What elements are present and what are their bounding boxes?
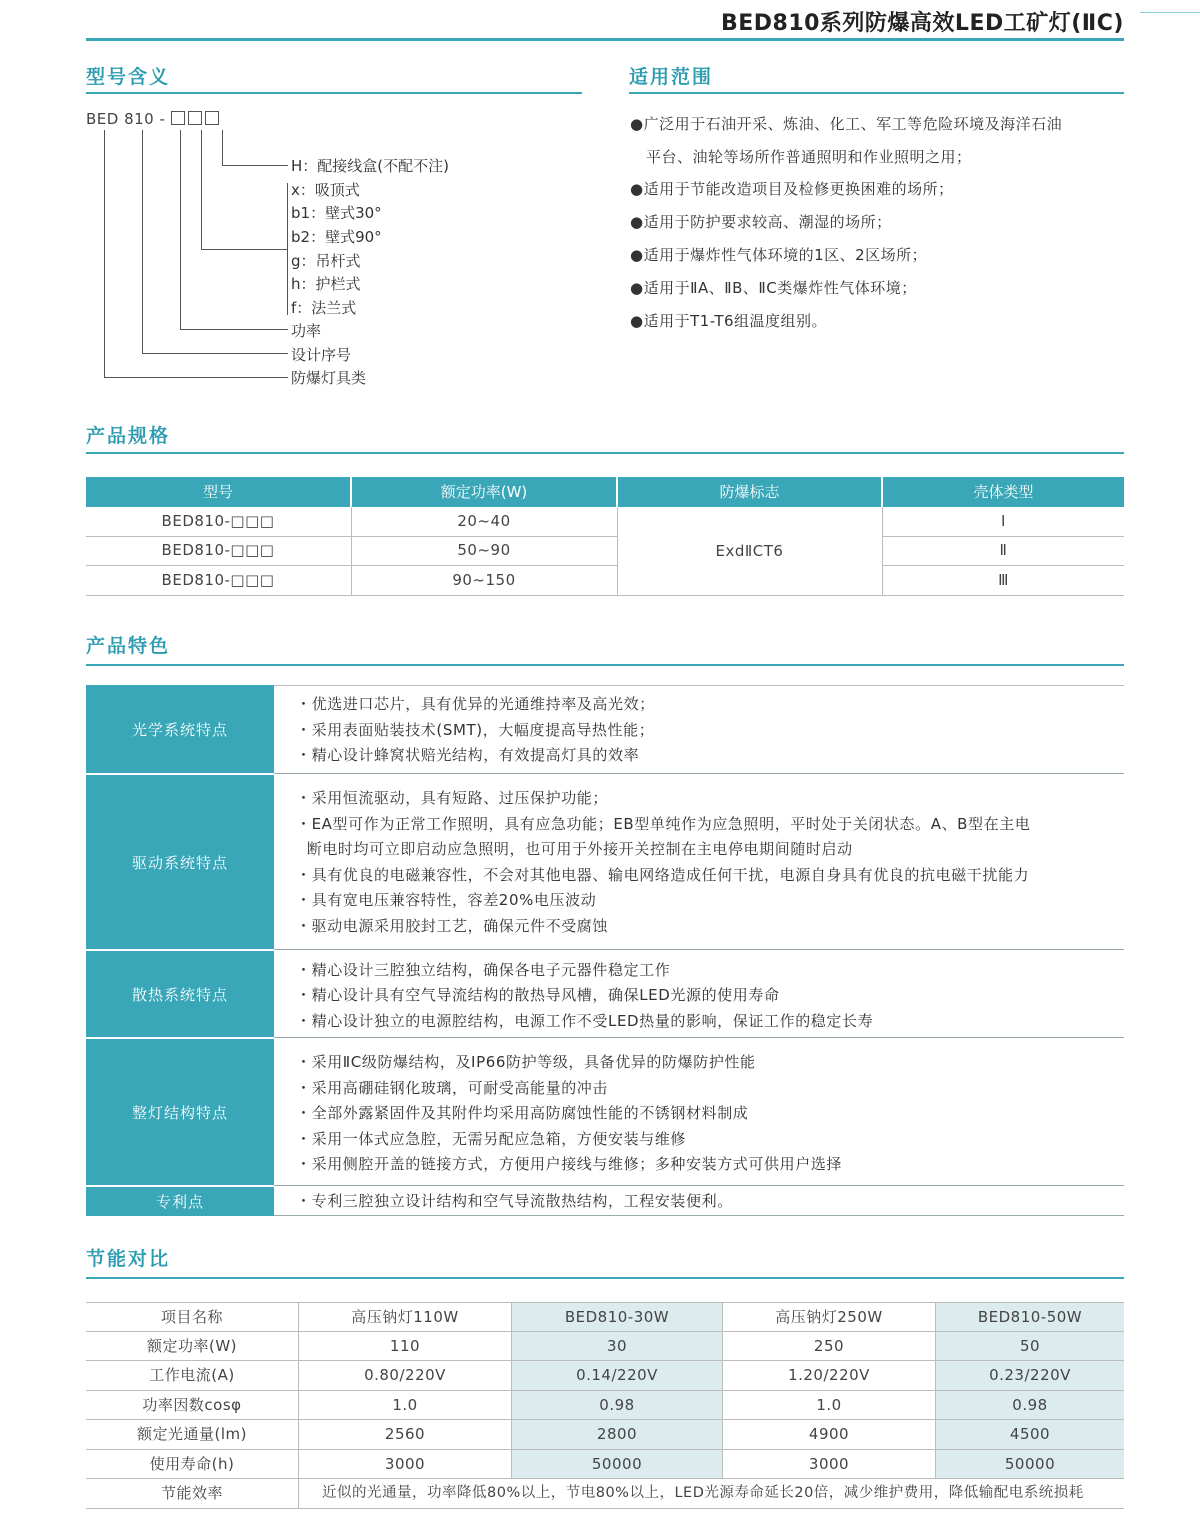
feature-line: ・专利三腔独立设计结构和空气导流散热结构，工程安装便利。 xyxy=(296,1192,733,1210)
feature-line: ・精心设计蜂窝状赔光结构，有效提高灯具的效率 xyxy=(296,746,640,764)
label-ex-class: 防爆灯具类 xyxy=(291,369,367,387)
scope-heading: 适用范围 xyxy=(629,66,714,88)
table-cell: 250 xyxy=(813,1337,845,1355)
feature-line: ・具有优良的电磁兼容性，不会对其他电器、输电网络造成任何干扰，电源自身具有优良的抗电磁干扰能力 xyxy=(296,866,1030,884)
table-cell: 50000 xyxy=(1004,1455,1056,1473)
label-ceiling: x：吸顶式 xyxy=(291,181,360,199)
label-guard: h：护栏式 xyxy=(291,275,361,293)
placeholder-box xyxy=(171,111,185,125)
table-cell: 0.14/220V xyxy=(576,1366,658,1384)
label-design-serial: 设计序号 xyxy=(291,346,352,364)
feature-group-driver: 驱动系统特点 xyxy=(86,775,274,949)
table-cell: 工作电流(A) xyxy=(149,1366,235,1384)
features-heading: 产品特色 xyxy=(86,635,171,657)
comparison-rule xyxy=(86,1277,1124,1279)
efficiency-label: 节能效率 xyxy=(160,1484,223,1502)
table-cell: 额定光通量(lm) xyxy=(137,1425,247,1443)
scope-item: ●广泛用于石油开采、炼油、化工、军工等危险环境及海洋石油 xyxy=(630,115,1063,133)
model-code xyxy=(86,110,222,128)
table-cell: 1.0 xyxy=(392,1396,418,1414)
spec-col-model: 型号 xyxy=(86,477,350,507)
table-cell: 0.98 xyxy=(599,1396,635,1414)
feature-line: ・精心设计独立的电源腔结构，电源工作不受LED热量的影响，保证工作的稳定长寿 xyxy=(296,1012,874,1030)
label-pendant: g：吊杆式 xyxy=(291,252,361,270)
scope-item: ●适用于节能改造项目及检修更换困难的场所； xyxy=(630,180,954,198)
table-cell: 4900 xyxy=(808,1425,850,1443)
corner-decoration xyxy=(1140,12,1200,13)
scope-item: ●适用于T1-T6组温度组别。 xyxy=(630,312,828,330)
table-cell: 50000 xyxy=(591,1455,643,1473)
feature-line: ・精心设计具有空气导流结构的散热导风槽，确保LED光源的使用寿命 xyxy=(296,986,780,1004)
feature-line: ・采用侧腔开盖的链接方式，方便用户接线与维修；多种安装方式可供用户选择 xyxy=(296,1155,843,1173)
cmp-col-hps250: 高压钠灯250W xyxy=(775,1308,883,1326)
table-cell: Ⅲ xyxy=(998,571,1009,589)
table-cell: BED810-□□□ xyxy=(161,571,275,589)
table-cell: 20~40 xyxy=(457,512,511,530)
table-cell: 功率因数cosφ xyxy=(142,1396,242,1414)
cmp-col-bed50: BED810-50W xyxy=(977,1308,1083,1326)
scope-rule xyxy=(629,92,1124,94)
feature-line: ・具有宽电压兼容特性，容差20%电压波动 xyxy=(296,891,597,909)
table-cell: 0.98 xyxy=(1012,1396,1048,1414)
feature-line: ・EA型可作为正常工作照明，具有应急功能；EB型单纯作为应急照明，平时处于关闭状态。A、B型在主电 xyxy=(296,815,1031,833)
model-code-prefix: BED 810 - xyxy=(86,110,166,128)
table-cell: 0.80/220V xyxy=(364,1366,446,1384)
feature-line: ・优选进口芯片，具有优异的光通维持率及高光效； xyxy=(296,695,655,713)
feature-group-thermal: 散热系统特点 xyxy=(86,951,274,1037)
spec-col-power: 额定功率(W) xyxy=(352,477,616,507)
table-cell: 使用寿命(h) xyxy=(149,1455,235,1473)
cmp-col-item: 项目名称 xyxy=(160,1308,223,1326)
table-cell: BED810-□□□ xyxy=(161,512,275,530)
table-cell: 1.0 xyxy=(816,1396,842,1414)
feature-line: ・驱动电源采用胶封工艺，确保元件不受腐蚀 xyxy=(296,917,609,935)
feature-line: 断电时均可立即启动应急照明，也可用于外接开关控制在主电停电期间随时启动 xyxy=(296,840,853,858)
table-cell: 3000 xyxy=(808,1455,850,1473)
spec-col-shell: 壳体类型 xyxy=(883,477,1124,507)
label-junction-box: H：配接线盒(不配不注) xyxy=(291,157,449,175)
label-wall-30: b1：壁式30° xyxy=(291,204,382,222)
scope-item: ●适用于防护要求较高、潮湿的场所； xyxy=(630,213,892,231)
efficiency-text: 近似的光通量，功率降低80%以上，节电80%以上，LED光源寿命延长20倍，减少维护费用，降低输配电系统损耗 xyxy=(322,1485,1084,1501)
feature-line: ・采用高硼硅钢化玻璃，可耐受高能量的冲击 xyxy=(296,1079,609,1097)
features-rule xyxy=(86,664,1124,666)
feature-line: ・采用恒流驱动，具有短路、过压保护功能； xyxy=(296,789,609,807)
scope-item: ●适用于爆炸性气体环境的1区、2区场所； xyxy=(630,246,928,264)
specs-heading: 产品规格 xyxy=(86,425,171,447)
label-wall-90: b2：壁式90° xyxy=(291,228,382,246)
scope-item: 平台、油轮等场所作普通照明和作业照明之用； xyxy=(646,148,972,166)
feature-line: ・全部外露紧固件及其附件均采用高防腐蚀性能的不锈钢材料制成 xyxy=(296,1104,749,1122)
title-rule xyxy=(86,38,1124,41)
label-flange: f：法兰式 xyxy=(291,299,357,317)
scope-item: ●适用于ⅡA、ⅡB、ⅡC类爆炸性气体环境； xyxy=(630,279,917,297)
table-cell: 2800 xyxy=(596,1425,638,1443)
placeholder-box xyxy=(205,111,219,125)
table-cell: 2560 xyxy=(384,1425,426,1443)
feature-line: ・采用表面贴装技术(SMT)，大幅度提高导热性能； xyxy=(296,721,655,739)
table-cell: Ⅰ xyxy=(1001,512,1006,530)
specs-rule xyxy=(86,452,1124,454)
table-cell: BED810-□□□ xyxy=(161,541,275,559)
feature-group-patent: 专利点 xyxy=(86,1187,274,1216)
feature-group-structure: 整灯结构特点 xyxy=(86,1039,274,1185)
table-cell: 额定功率(W) xyxy=(146,1337,238,1355)
ex-mark-cell: ExdⅡCT6 xyxy=(715,542,784,560)
page-title: BED810系列防爆高效LED工矿灯(ⅡC) xyxy=(720,11,1124,36)
cmp-col-hps110: 高压钠灯110W xyxy=(351,1308,459,1326)
table-cell: 90~150 xyxy=(452,571,516,589)
feature-line: ・采用ⅡC级防爆结构，及IP66防护等级，具备优异的防爆防护性能 xyxy=(296,1053,756,1071)
feature-group-optical: 光学系统特点 xyxy=(86,685,274,773)
placeholder-box xyxy=(188,111,202,125)
feature-line: ・精心设计三腔独立结构，确保各电子元器件稳定工作 xyxy=(296,961,671,979)
table-cell: 110 xyxy=(389,1337,421,1355)
table-cell: 50 xyxy=(1019,1337,1041,1355)
table-cell: Ⅱ xyxy=(999,541,1008,559)
table-cell: 50~90 xyxy=(457,541,511,559)
spec-col-ex: 防爆标志 xyxy=(618,477,881,507)
table-cell: 0.23/220V xyxy=(989,1366,1071,1384)
model-meaning-heading: 型号含义 xyxy=(86,66,171,88)
label-power: 功率 xyxy=(291,322,322,340)
table-cell: 4500 xyxy=(1009,1425,1051,1443)
model-meaning-rule xyxy=(86,92,582,94)
cmp-col-bed30: BED810-30W xyxy=(564,1308,670,1326)
table-cell: 30 xyxy=(606,1337,628,1355)
feature-line: ・采用一体式应急腔，无需另配应急箱，方便安装与维修 xyxy=(296,1130,687,1148)
comparison-heading: 节能对比 xyxy=(86,1248,171,1270)
table-cell: 3000 xyxy=(384,1455,426,1473)
table-cell: 1.20/220V xyxy=(788,1366,870,1384)
